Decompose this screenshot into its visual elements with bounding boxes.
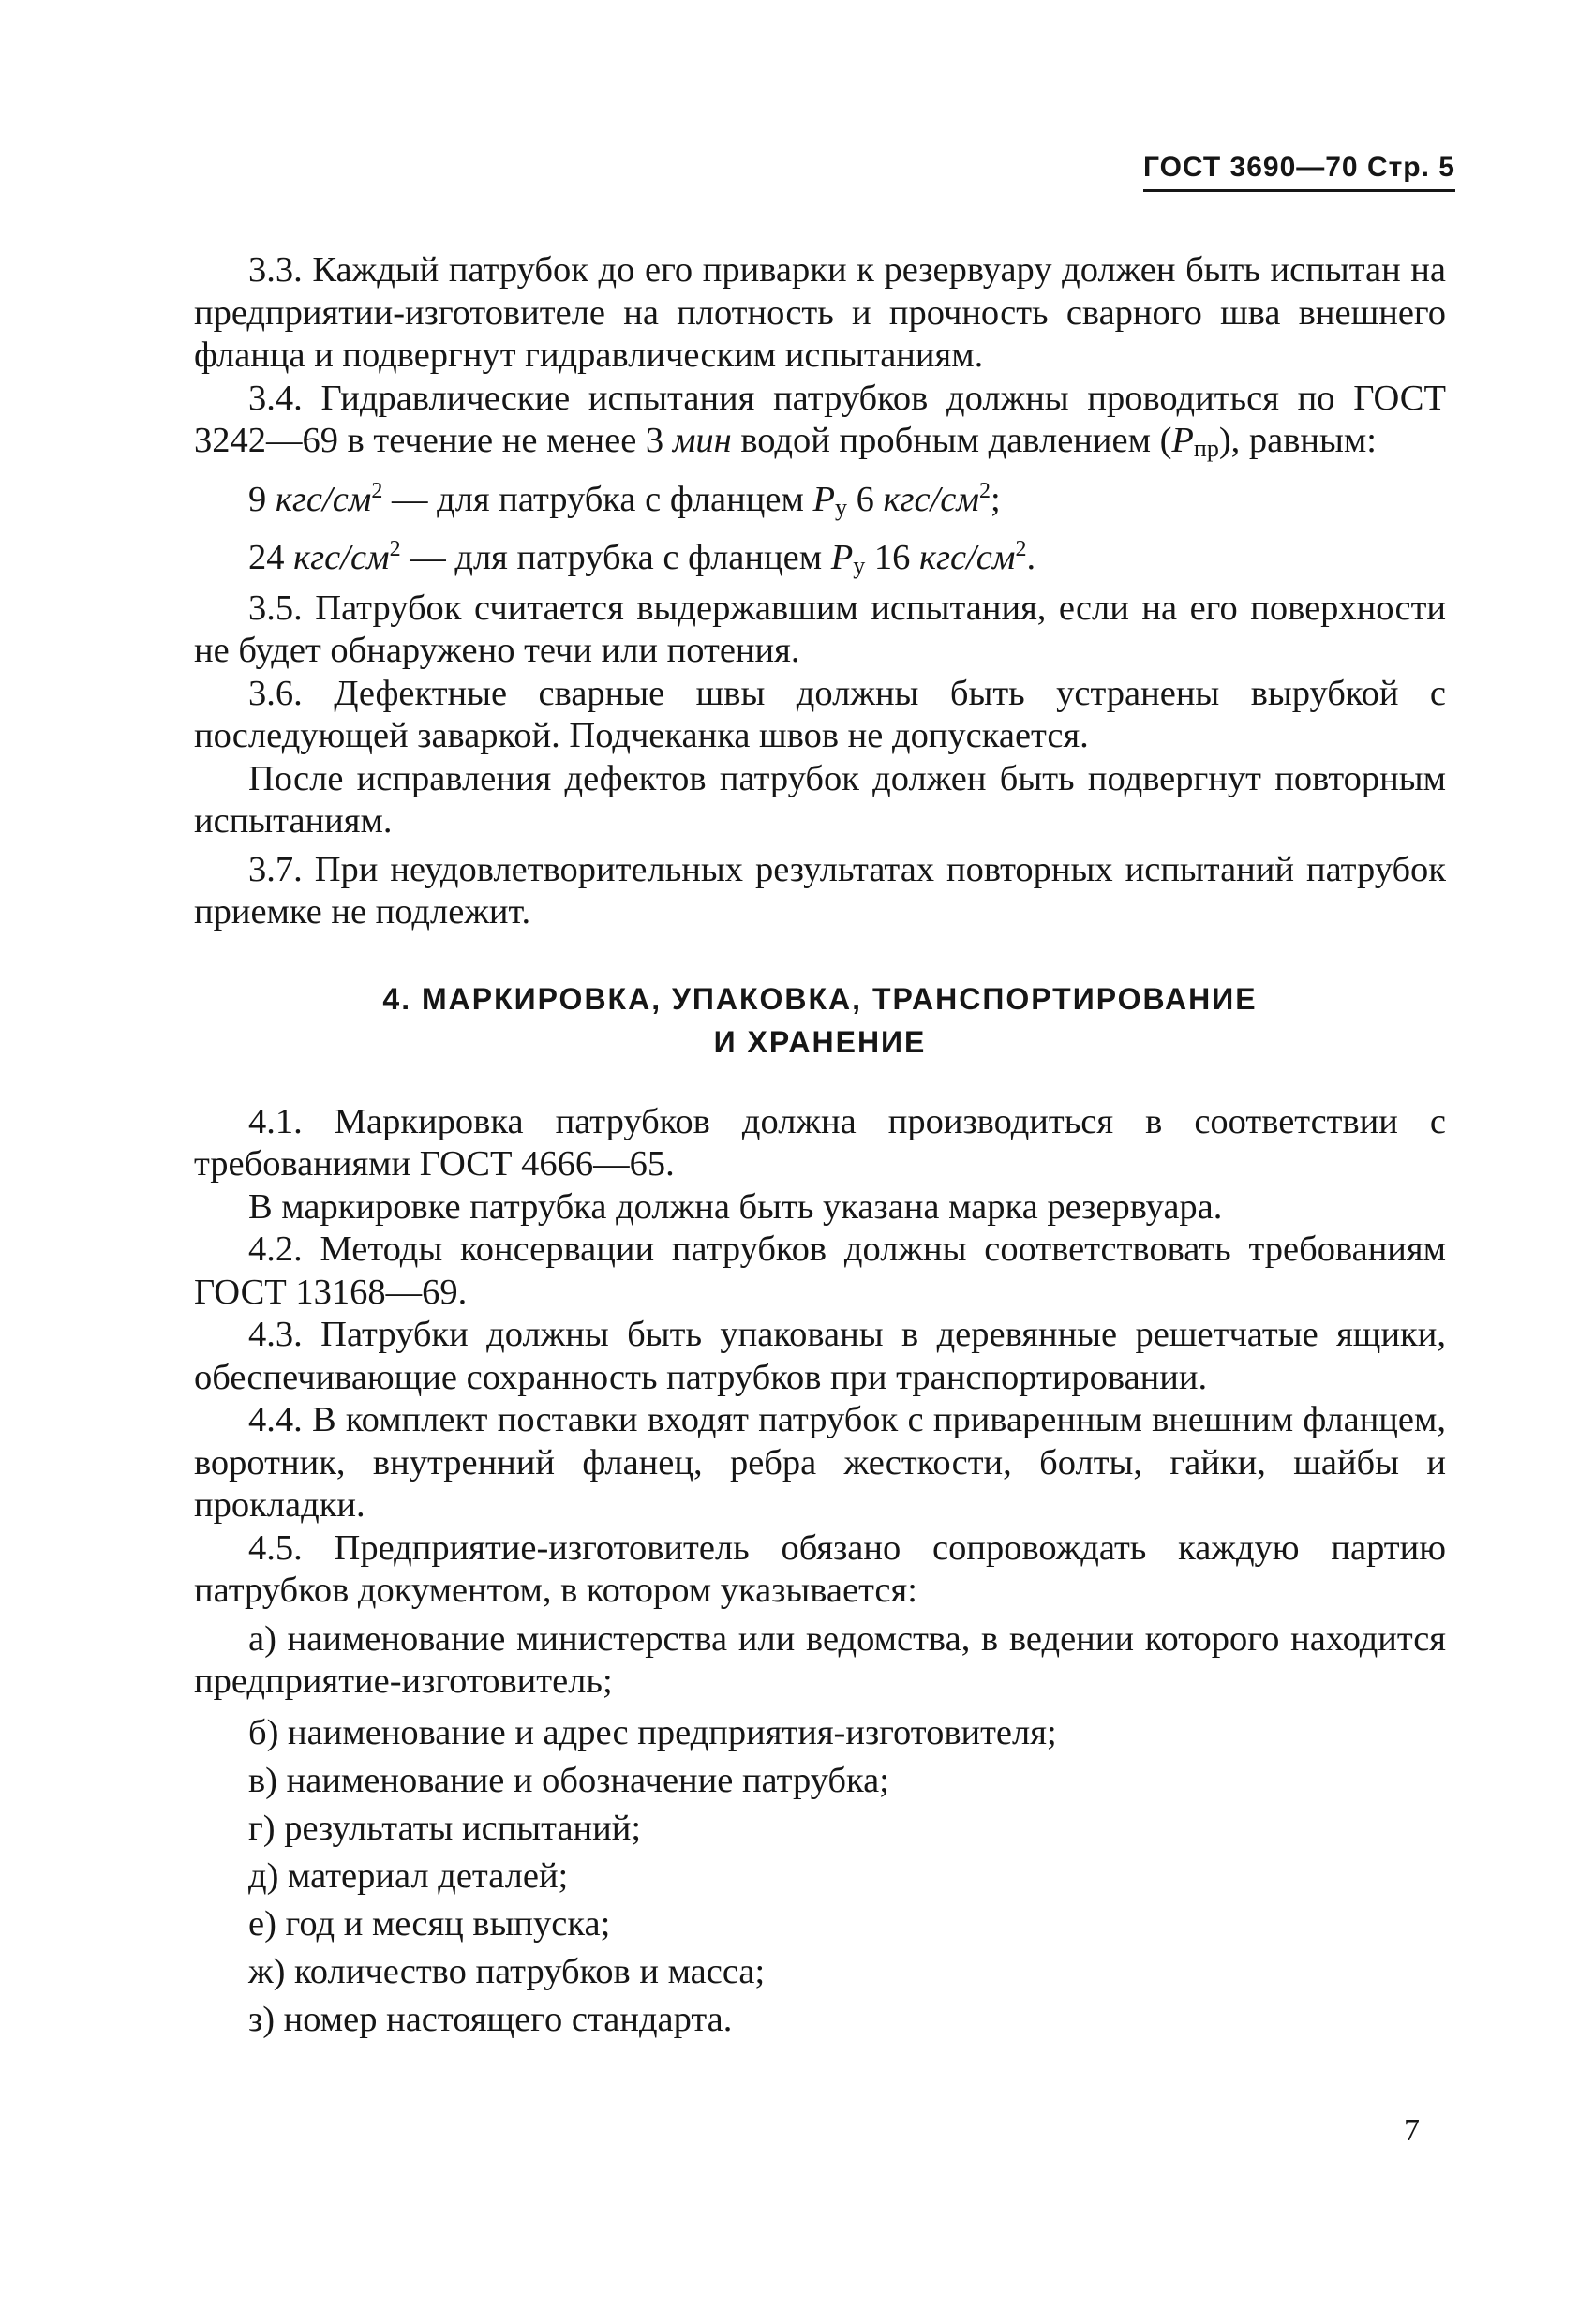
paragraph-3-5: 3.5. Патрубок считается выдержавшим испытания, если на его поверхности не будет обнаружено течи или потения. [194,588,1446,670]
section-4-heading: 4. МАРКИРОВКА, УПАКОВКА, ТРАНСПОРТИРОВАНИЕ И ХРАНЕНИЕ [382,981,1258,1059]
paragraph-4-1: 4.1. Маркировка патрубков должна производиться в соответствии с требованиями ГОСТ 4666—65. [194,1101,1446,1184]
paragraph-4-1-b: В маркировке патрубка должна быть указана марка резервуара. [248,1186,1223,1227]
paragraph-4-2: 4.2. Методы консервации патрубков должны соответствовать требованиям ГОСТ 13168—69. [194,1229,1446,1312]
list-item: в) наименование и обозначение патрубка; [248,1760,889,1800]
list-item: д) материал деталей; [248,1855,569,1896]
page-number: 7 [1404,2113,1420,2148]
list-item: б) наименование и адрес предприятия-изготовителя; [248,1712,1057,1752]
list-item: а) наименование министерства или ведомства, в ведении которого находится предприятие-изготовитель; [194,1618,1446,1701]
pressure-line-1: 9 кгс/$см^2$ — для патрубка с фланцем Pу 6 кгс/$см^2$; [248,478,1001,521]
body-text [194,249,1446,2044]
paragraph-4-4: 4.4. В комплект поставки входят патрубок с приваренным внешним фланцем, воротник, внутренний фланец, ребра жесткости, болты, гайки, шайбы и прокладки. [194,1400,1446,1525]
paragraph-4-3: 4.3. Патрубки должны быть упакованы в деревянные решетчатые ящики, обеспечивающие сохранность патрубков при транспортировании. [194,1315,1446,1397]
paragraph-3-7: 3.7. При неудовлетворительных результатах повторных испытаний патрубок приемке не подлежит. [194,849,1446,931]
page-header: ГОСТ 3690—70 Стр. 5 [1143,152,1455,192]
list-item: е) год и месяц выпуска; [248,1903,611,1944]
paragraph-3-6: 3.6. Дефектные сварные швы должны быть устранены вырубкой с последующей заваркой. Подчеканка швов не допускается. [194,673,1446,755]
paragraph-3-3: 3.3. Каждый патрубок до его приварки к резервуару должен быть испытан на предприятии-изготовителе на плотность и прочность сварного шва внешнего фланца и подвергнут гидравлическим испытаниям. [194,250,1446,375]
paragraph-3-4: 3.4. Гидравлические испытания патрубков должны проводиться по ГОСТ 3242—69 в течение не менее 3 мин водой пробным давлением (Pпр), равным: [194,378,1446,462]
list-item: г) результаты испытаний; [248,1808,642,1848]
paragraph-3-6-b: После исправления дефектов патрубок должен быть подвергнут повторным испытаниям. [194,758,1446,841]
paragraph-4-5: 4.5. Предприятие-изготовитель обязано сопровождать каждую партию патрубков документом, в котором указывается: [194,1527,1446,1610]
list-item: з) номер настоящего стандарта. [248,1999,733,2039]
list-item: ж) количество патрубков и масса; [248,1951,766,1991]
pressure-line-2: 24 кгс/$см^2$ — для патрубка с фланцем Pу 16 кгс/$см^2$. [248,537,1036,579]
unit-min: мин [672,421,732,460]
